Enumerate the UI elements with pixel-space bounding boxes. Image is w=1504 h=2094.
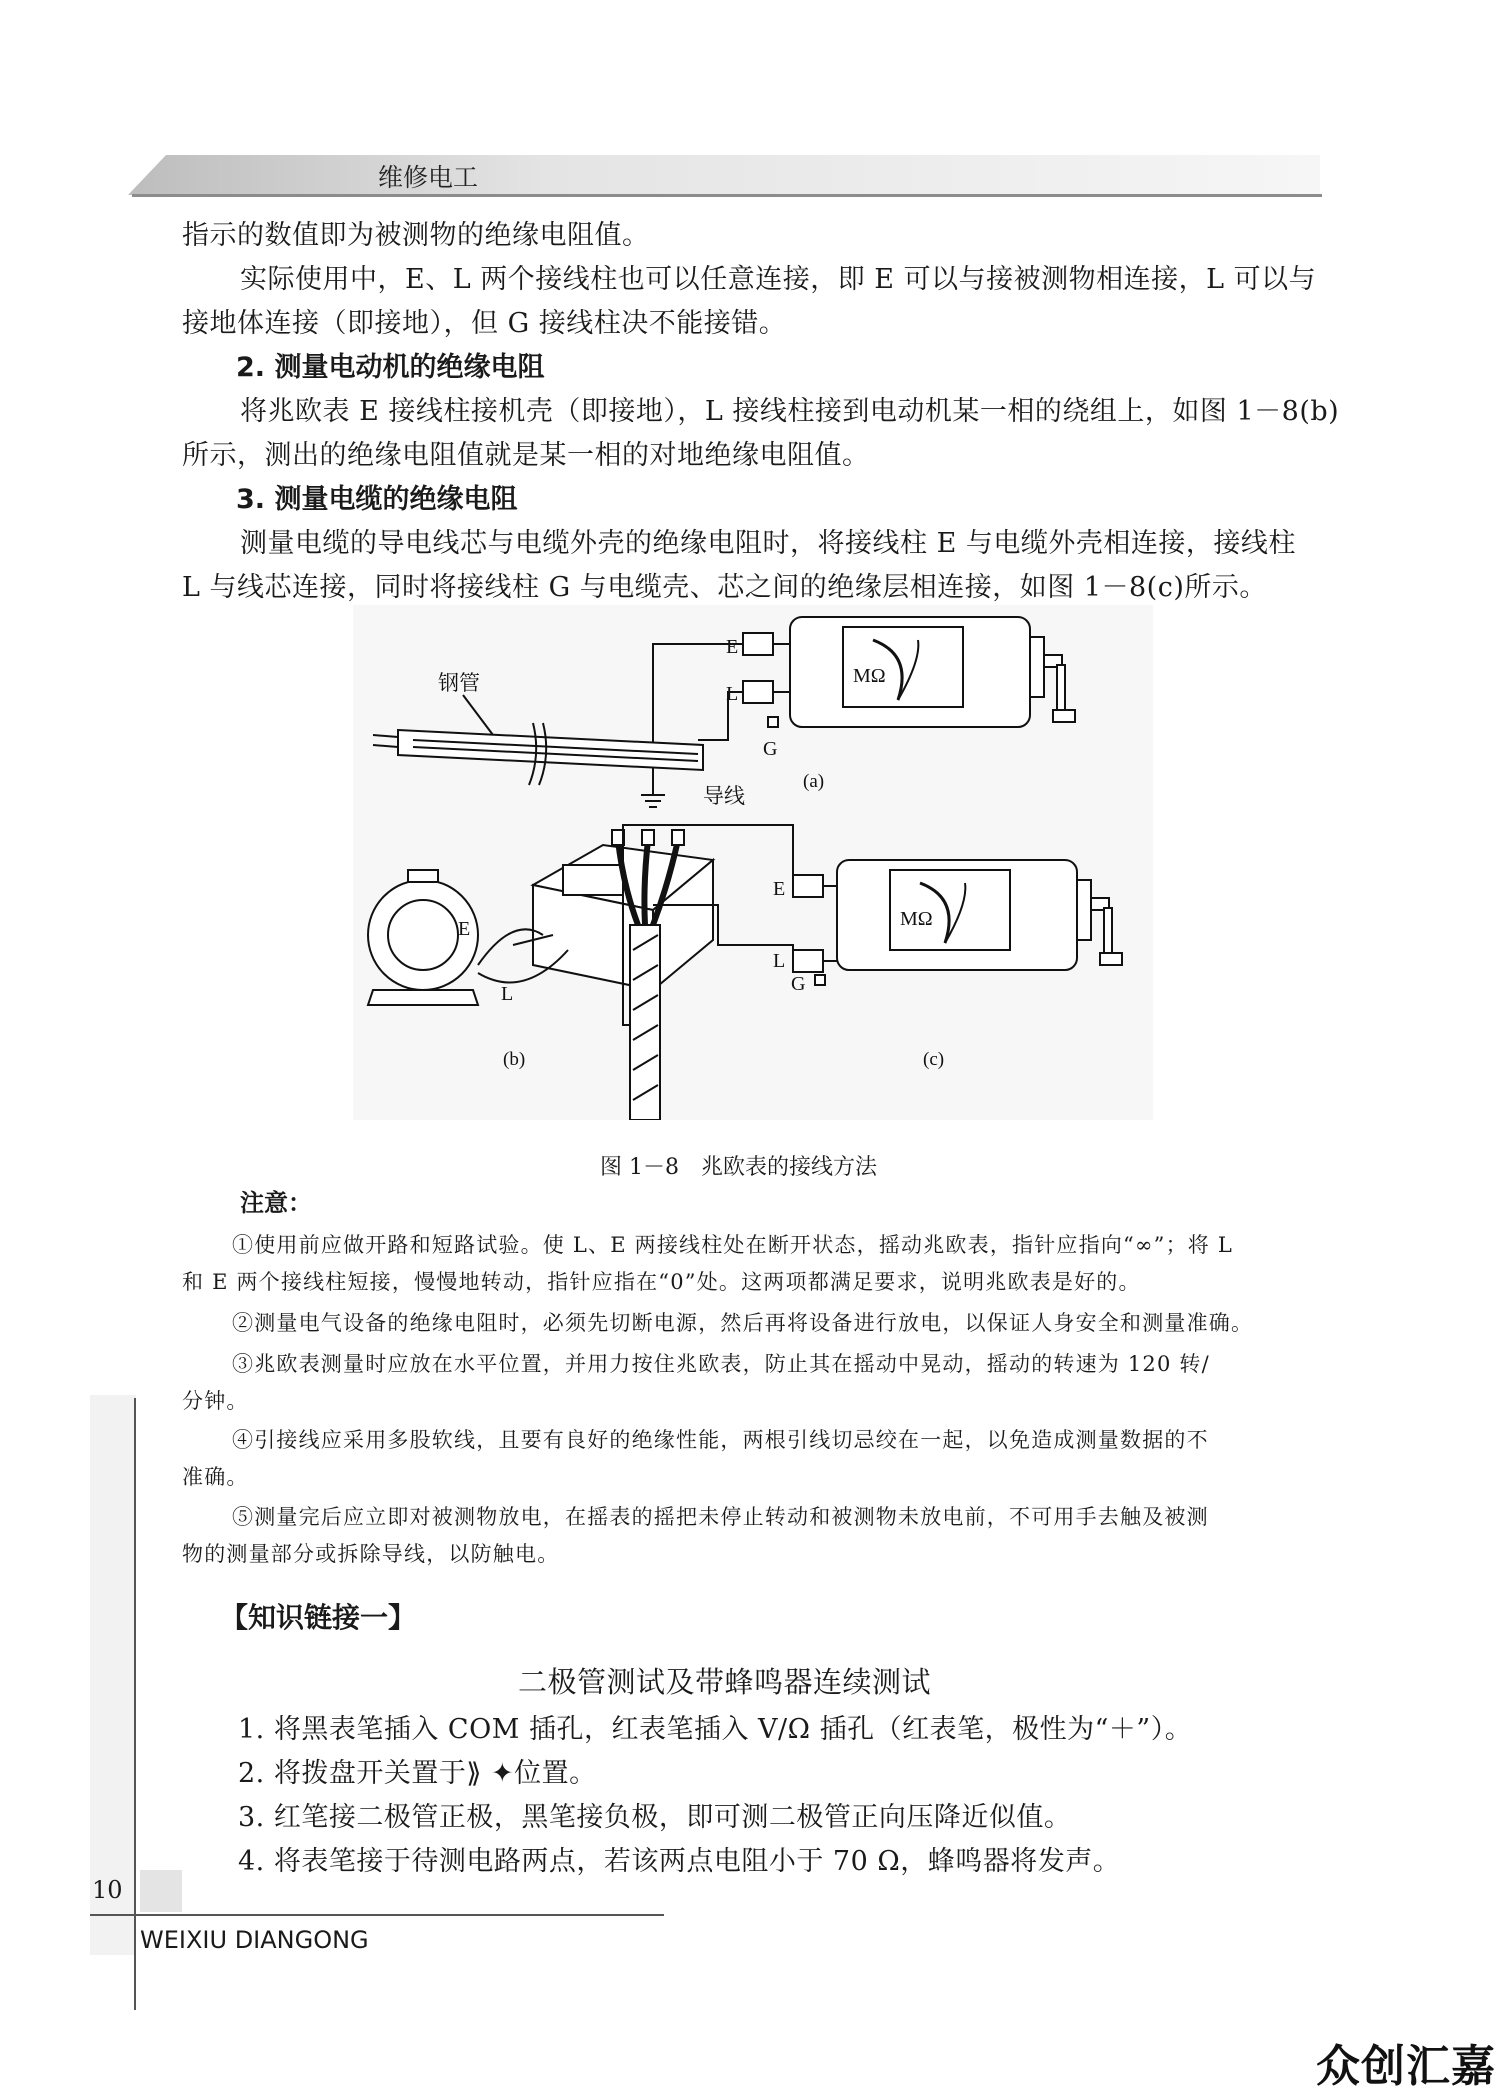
subfigure-label: (b) — [503, 1049, 526, 1070]
note-text: ⑤测量完后应立即对被测物放电，在摇表的摇把未停止转动和被测物未放电前，不可用手去触及被测 — [232, 1505, 1209, 1529]
section-heading: 3. 测量电缆的绝缘电阻 — [236, 484, 518, 515]
wire-label: 导线 — [703, 784, 745, 808]
paragraph-text: 接地体连接（即接地），但 G 接线柱决不能接错。 — [182, 308, 787, 339]
header-rule — [132, 194, 1322, 197]
terminal-label: E — [726, 636, 739, 658]
header-tab-shape — [128, 155, 1320, 195]
note-text: ④引接线应采用多股软线，且要有良好的绝缘性能，两根引线切忌绞在一起，以免造成测量数据的不 — [232, 1428, 1209, 1452]
step-text: 2. 将拨盘开关置于⟫ ✦位置。 — [238, 1758, 597, 1789]
paragraph-text: 实际使用中，E、L 两个接线柱也可以任意连接，即 E 可以与接被测物相连接，L 可以与 — [240, 264, 1317, 295]
note-text: ③兆欧表测量时应放在水平位置，并用力按住兆欧表，防止其在摇动中晃动，摇动的转速为 120 转/ — [232, 1352, 1210, 1376]
section-title: 二极管测试及带蜂鸣器连续测试 — [518, 1665, 932, 1699]
terminal-label: E — [773, 878, 786, 900]
figure-caption: 图 1－8 兆欧表的接线方法 — [600, 1155, 877, 1180]
megohmmeter-a-icon — [743, 617, 1075, 727]
megohm-label: MΩ — [900, 908, 933, 930]
left-margin-bar — [90, 1395, 136, 1955]
footer-box — [140, 1870, 182, 1912]
subfigure-label: (a) — [803, 771, 825, 792]
step-text: 4. 将表笔接于待测电路两点，若该两点电阻小于 70 Ω，蜂鸣器将发声。 — [238, 1846, 1121, 1877]
note-text: 分钟。 — [182, 1389, 249, 1413]
left-margin-line — [134, 1398, 136, 2010]
note-text: ①使用前应做开路和短路试验。使 L、E 两接线柱处在断开状态，摇动兆欧表，指针应指向“∞”；将 L — [232, 1233, 1234, 1257]
note-text: 和 E 两个接线柱短接，慢慢地转动，指针应指在“0”处。这两项都满足要求，说明兆欧表是好的。 — [182, 1270, 1141, 1294]
note-text: 准确。 — [182, 1465, 249, 1489]
paragraph-text: 测量电缆的导电线芯与电缆外壳的绝缘电阻时，将接线柱 E 与电缆外壳相连接，接线柱 — [240, 528, 1296, 559]
subfigure-label: (c) — [923, 1049, 945, 1070]
footer-text: WEIXIU DIANGONG — [140, 1926, 369, 1954]
diode-buzzer-icon: ⟫ ✦ — [466, 1758, 515, 1789]
header-title: 维修电工 — [378, 163, 479, 192]
megohm-label: MΩ — [853, 665, 886, 687]
paragraph-text: L 与线芯连接，同时将接线柱 G 与电缆壳、芯之间的绝缘层相连接，如图 1－8(c)所示。 — [182, 572, 1267, 603]
terminal-label: L — [726, 683, 739, 705]
terminal-label: E — [458, 918, 471, 940]
notes-title: 注意： — [240, 1189, 312, 1217]
note-text: ②测量电气设备的绝缘电阻时，必须先切断电源，然后再将设备进行放电，以保证人身安全和测量准确。 — [232, 1311, 1254, 1335]
terminal-label: G — [763, 738, 778, 760]
terminal-label: G — [791, 973, 806, 995]
watermark-logo: 众创汇嘉 — [1316, 2041, 1496, 2092]
step-text: 1. 将黑表笔插入 COM 插孔，红表笔插入 V/Ω 插孔（红表笔，极性为“＋”）。 — [238, 1714, 1193, 1745]
footer-rule — [90, 1914, 664, 1916]
steel-pipe-label: 钢管 — [438, 671, 480, 695]
megohmmeter-c-icon — [793, 860, 1122, 985]
paragraph-text: 指示的数值即为被测物的绝缘电阻值。 — [182, 220, 650, 251]
step-text: 3. 红笔接二极管正极，黑笔接负极，即可测二极管正向压降近似值。 — [238, 1802, 1072, 1833]
terminal-label: L — [501, 983, 514, 1005]
section-heading: 2. 测量电动机的绝缘电阻 — [236, 352, 545, 383]
page-number: 10 — [92, 1876, 123, 1904]
paragraph-text: 所示，测出的绝缘电阻值就是某一相的对地绝缘电阻值。 — [182, 440, 870, 471]
megohmmeter-wiring-figure — [353, 605, 1153, 1120]
knowledge-link-title: 【知识链接一】 — [220, 1601, 417, 1634]
terminal-label: L — [773, 950, 786, 972]
note-text: 物的测量部分或拆除导线，以防触电。 — [182, 1542, 560, 1566]
paragraph-text: 将兆欧表 E 接线柱接机壳（即接地），L 接线柱接到电动机某一相的绕组上，如图 1－8(b) — [240, 396, 1340, 427]
